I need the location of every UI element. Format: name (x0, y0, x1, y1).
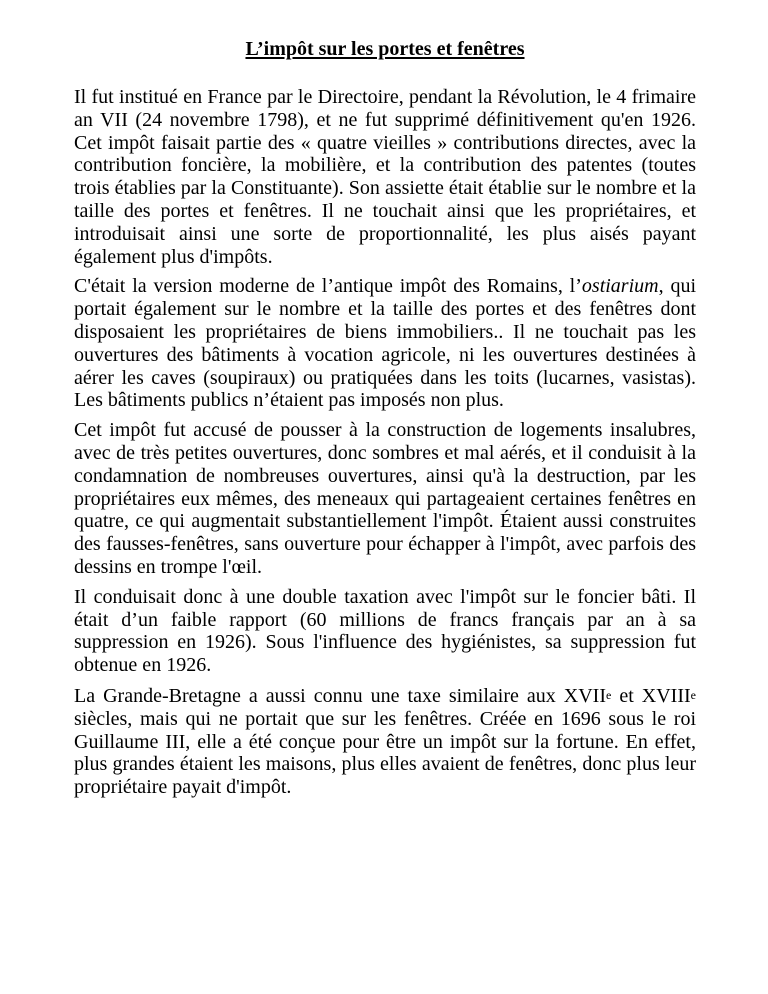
paragraph-2-text-end: , qui portait également sur le nombre et la taille des portes et des fenêtres dont disposaient les propriétaires de biens immobiliers.. Il ne touchait pas les ouvertures des bâtiments à vocation agricole, ni les ouvertures destinées à aérer les caves (soupiraux) ou pratiquées dans les toits (lucarnes, vasistas). Les bâtiments publics n’étaient pas imposés non plus. (74, 275, 696, 412)
document-page (74, 36, 696, 806)
paragraph-1: Il fut institué en France par le Directoire, pendant la Révolution, le 4 frimaire an VII (24 novembre 1798), et ne fut supprimé définitivement qu'en 1926. Cet impôt faisait partie des « quatre vieilles » contributions directes, avec la contribution foncière, la mobilière, et la contribution des patentes (toutes trois établies par la Constituante). Son assiette était établie sur le nombre et la taille des portes et fenêtres. Il ne touchait ainsi que les propriétaires, et introduisait ainsi une sorte de proportionnalité, les plus aisés payant également plus d'impôts. (74, 86, 696, 268)
paragraph-5-text-a: La Grande-Bretagne a aussi connu une taxe similaire aux XVII (74, 684, 606, 707)
century-superscript-1: e (605, 687, 612, 702)
paragraph-2 (74, 275, 696, 412)
document-title (74, 36, 696, 62)
century-superscript-2: e (690, 687, 696, 702)
paragraph-3: Cet impôt fut accusé de pousser à la construction de logements insalubres, avec de très petites ouvertures, donc sombres et mal aérés, et il conduisit à la condamnation de nombreuses ouvertures, ainsi qu'à la destruction, par les propriétaires eux mêmes, des meneaux qui partageaient certaines fenêtres en quatre, ce qui augmentait substantiellement l'impôt. Étaient aussi construites des fausses-fenêtres, sans ouverture pour échapper à l'impôt, avec parfois des dessins en trompe l'œil. (74, 419, 696, 578)
title-text: L’impôt sur les portes et fenêtres (245, 38, 525, 60)
paragraph-4: Il conduisait donc à une double taxation avec l'impôt sur le foncier bâti. Il était d’un faible rapport (60 millions de francs français par an à sa suppression en 1926). Sous l'influence des hygiénistes, sa suppression fut obtenue en 1926. (74, 585, 696, 677)
paragraph-5-text-c: siècles, mais qui ne portait que sur les fenêtres. Créée en 1696 sous le roi Guillaume III, elle a été conçue pour être un impôt sur la fortune. En effet, plus grandes étaient les maisons, plus elles avaient de fenêtres, donc plus leur propriétaire payait d'impôt. (74, 707, 696, 799)
paragraph-5-text-b: et XVIII (611, 684, 691, 707)
paragraph-5 (74, 685, 696, 799)
paragraph-2-text-start: C'était la version moderne de l’antique impôt des Romains, l’ (74, 275, 582, 298)
paragraph-2-italic-term: ostiarium (581, 275, 659, 298)
